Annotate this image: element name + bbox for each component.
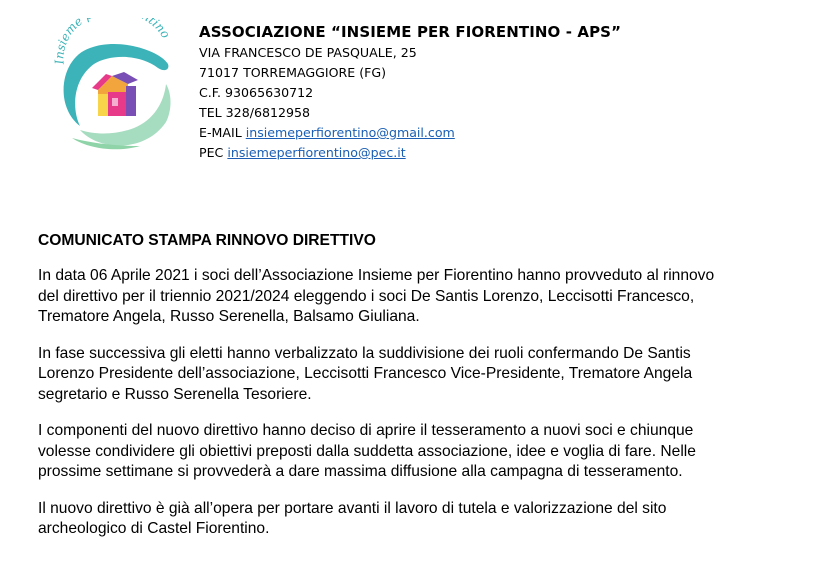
org-name: ASSOCIAZIONE “INSIEME PER FIORENTINO - APS” (199, 23, 622, 41)
logo-text: Insieme tino (52, 18, 173, 65)
email-label: E-MAIL (199, 125, 242, 140)
email-link[interactable]: insiemeperfiorentino@gmail.com (245, 125, 455, 140)
pec-label: PEC (199, 145, 224, 160)
pec-link[interactable]: insiemeperfiorentino@pec.it (227, 145, 406, 160)
paragraph-1 (38, 266, 818, 328)
logo-house-icon (92, 72, 138, 116)
text-line: Il nuovo direttivo è già all’opera per portare avanti il lavoro di tutela e valorizzazione del sito (38, 499, 667, 517)
paragraph-4 (38, 499, 818, 540)
city-line: 71017 TORREMAGGIORE (FG) (199, 65, 387, 80)
paragraph-3 (38, 421, 818, 483)
text-line: volesse condividere gli obiettivi preposti dalla suddetta associazione, idee e voglia di fare. Nelle (38, 442, 696, 460)
text-line: Lorenzo Presidente dell’associazione, Leccisotti Francesco Vice-Presidente, Trematore Angela (38, 365, 693, 382)
text-line: I componenti del nuovo direttivo hanno deciso di aprire il tesseramento a nuovi soci e chiunque (38, 422, 694, 439)
text-line: In data 06 Aprile 2021 i soci dell’Associazione Insieme per Fiorentino hanno provveduto al rinnovo (38, 267, 715, 284)
text-line: prossime settimane si provvederà a dare massima diffusione alla campagna di tesseramento. (38, 463, 683, 480)
text-line: segretario e Russo Serenella Tesoriere. (38, 385, 312, 403)
pec-line (199, 143, 621, 163)
email-line (199, 123, 621, 143)
letterhead (199, 21, 621, 163)
text-line: archeologico di Castel Fiorentino. (38, 520, 270, 537)
text-line: Trematore Angela, Russo Serenella, Balsamo Giuliana. (38, 308, 420, 325)
address-line: VIA FRANCESCO DE PASQUALE, 25 (199, 45, 417, 60)
association-logo (50, 18, 180, 158)
logo-graphic (50, 18, 180, 158)
press-release-body (38, 230, 818, 556)
text-line: In fase successiva gli eletti hanno verbalizzato la suddivisione dei ruoli confermando De Santis (38, 344, 691, 362)
tax-code: C.F. 93065630712 (199, 85, 314, 100)
paragraph-2 (38, 344, 818, 406)
document-title: COMUNICATO STAMPA RINNOVO DIRETTIVO (38, 232, 376, 249)
phone-line: TEL 328/6812958 (199, 105, 311, 120)
text-line: del direttivo per il triennio 2021/2024 eleggendo i soci De Santis Lorenzo, Leccisotti Francesco, (38, 287, 695, 305)
